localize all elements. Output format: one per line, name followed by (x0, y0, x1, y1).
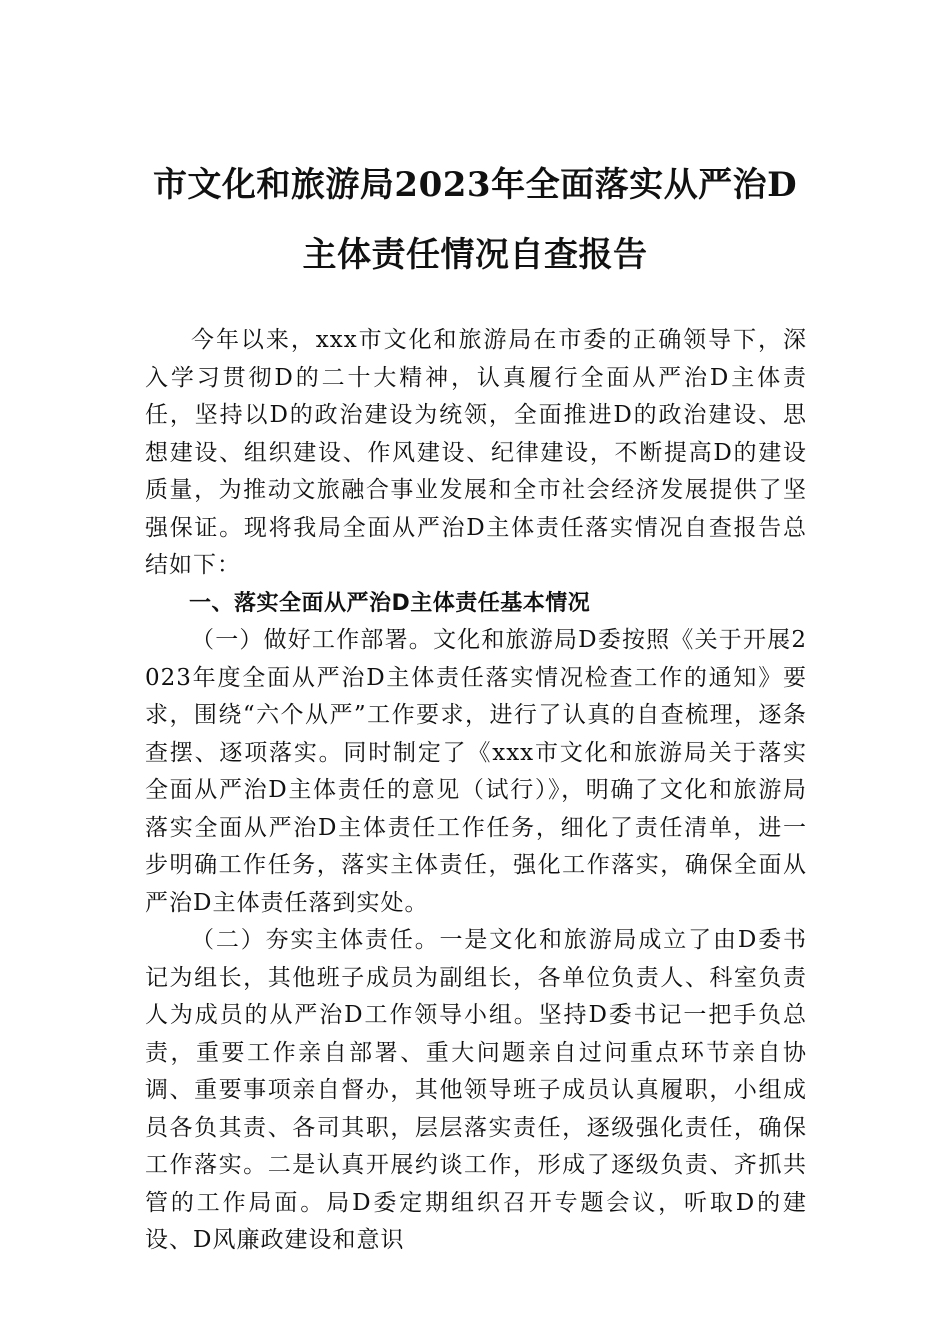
section-heading-1: 一、落实全面从严治D主体责任基本情况 (189, 590, 591, 616)
document-body (145, 322, 807, 1260)
document-title (145, 150, 805, 290)
paragraph-work-deployment: （一）做好工作部署。文化和旅游局D委按照《关于开展2023年度全面从严治D主体责任落实情况检查工作的通知》要求，围绕“六个从严”工作要求，进行了认真的自查梳理，逐条查摆、逐项落实。同时制定了《xxx市文化和旅游局关于落实全面从严治D主体责任的意见（试行）》，明确了文化和旅游局落实全面从严治D主体责任工作任务，细化了责任清单，进一步明确工作任务，落实主体责任，强化工作落实，确保全面从严治D主体责任落到实处。 (145, 627, 807, 916)
title-line-1: 市文化和旅游局2023年全面落实从严治D (152, 165, 798, 205)
title-line-2: 主体责任情况自查报告 (302, 235, 648, 275)
paragraph-main-responsibility: （二）夯实主体责任。一是文化和旅游局成立了由D委书记为组长，其他班子成员为副组长，各单位负责人、科室负责人为成员的从严治D工作领导小组。坚持D委书记一把手负总责，重要工作亲自部署、重大问题亲自过问重点环节亲自协调、重要事项亲自督办，其他领导班子成员认真履职，小组成员各负其责、各司其职，层层落实责任，逐级强化责任，确保工作落实。二是认真开展约谈工作，形成了逐级负责、齐抓共管的工作局面。局D委定期组织召开专题会议，听取D的建设、D风廉政建设和意识 (145, 927, 807, 1253)
intro-paragraph: 今年以来，xxx市文化和旅游局在市委的正确领导下，深入学习贯彻D的二十大精神，认真履行全面从严治D主体责任，坚持以D的政治建设为统领，全面推进D的政治建设、思想建设、组织建设、作风建设、纪律建设，不断提高D的建设质量，为推动文旅融合事业发展和全市社会经济发展提供了坚强保证。现将我局全面从严治D主体责任落实情况自查报告总结如下： (145, 327, 807, 578)
